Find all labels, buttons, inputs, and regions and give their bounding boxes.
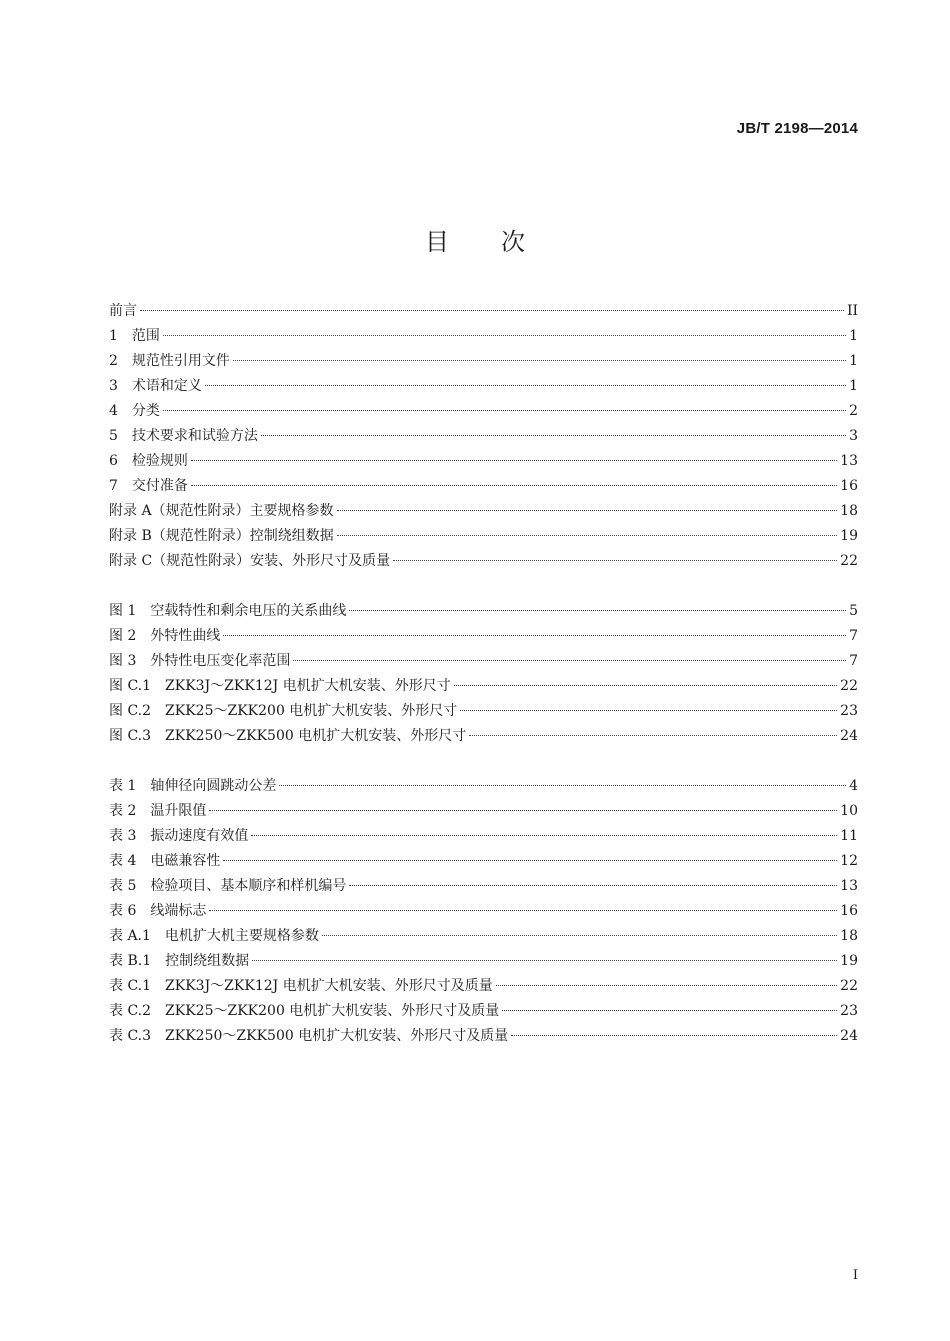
toc-entry-page: 23 — [840, 1003, 858, 1019]
toc-entry[interactable] — [109, 299, 858, 324]
toc-entry-page: 13 — [840, 453, 858, 469]
toc-entry-label: 表 4 电磁兼容性 — [109, 853, 221, 869]
toc-entry[interactable] — [109, 949, 858, 974]
dot-leader — [279, 785, 846, 786]
toc-entry-label: 前言 — [109, 303, 137, 319]
toc-entry-label: 3 术语和定义 — [109, 378, 202, 394]
dot-leader — [349, 885, 837, 886]
toc-entry-page: 19 — [840, 528, 858, 544]
toc-entry-label: 表 1 轴伸径向圆跳动公差 — [109, 778, 277, 794]
toc-entry-label: 附录 B（规范性附录）控制绕组数据 — [109, 528, 334, 544]
dot-leader — [460, 710, 837, 711]
dot-leader — [205, 385, 846, 386]
dot-leader — [233, 360, 846, 361]
dot-leader — [511, 1035, 837, 1036]
toc-entry-page: 18 — [840, 503, 858, 519]
dot-leader — [293, 660, 846, 661]
dot-leader — [393, 560, 837, 561]
toc-tables — [109, 774, 858, 1049]
standard-code: JB/T 2198—2014 — [736, 120, 858, 137]
toc-entry-label: 表 C.1 ZKK3J～ZKK12J 电机扩大机安装、外形尺寸及质量 — [109, 978, 493, 994]
toc-entry-page: 1 — [849, 328, 858, 344]
dot-leader — [496, 985, 837, 986]
toc-entry-page: 24 — [840, 728, 858, 744]
toc-entry-label: 图 C.1 ZKK3J～ZKK12J 电机扩大机安装、外形尺寸 — [109, 678, 451, 694]
toc-entry[interactable] — [109, 724, 858, 749]
dot-leader — [209, 910, 837, 911]
dot-leader — [223, 635, 846, 636]
dot-leader — [454, 685, 837, 686]
toc-entry-page: 19 — [840, 953, 858, 969]
toc-entry-label: 表 6 线端标志 — [109, 903, 207, 919]
toc-entry-page: 7 — [849, 653, 858, 669]
dot-leader — [140, 310, 844, 311]
toc-entry[interactable] — [109, 399, 858, 424]
page-number: I — [852, 1268, 858, 1283]
toc-entry-page: 4 — [849, 778, 858, 794]
dot-leader — [223, 860, 837, 861]
toc-entry[interactable] — [109, 374, 858, 399]
toc-entry[interactable] — [109, 424, 858, 449]
dot-leader — [337, 535, 837, 536]
toc-entry[interactable] — [109, 499, 858, 524]
toc-entry[interactable] — [109, 674, 858, 699]
dot-leader — [469, 735, 837, 736]
toc-entry-label: 5 技术要求和试验方法 — [109, 428, 258, 444]
toc-entry-page: 7 — [849, 628, 858, 644]
toc-entry[interactable] — [109, 899, 858, 924]
toc-entry[interactable] — [109, 774, 858, 799]
dot-leader — [251, 835, 837, 836]
toc-entry-label: 图 C.3 ZKK250～ZKK500 电机扩大机安装、外形尺寸 — [109, 728, 467, 744]
toc-entry[interactable] — [109, 624, 858, 649]
dot-leader — [502, 1010, 837, 1011]
dot-leader — [337, 510, 838, 511]
toc-entry-page: 23 — [840, 703, 858, 719]
toc-entry-page: 16 — [840, 478, 858, 494]
toc-entry-label: 附录 A（规范性附录）主要规格参数 — [109, 503, 334, 519]
toc-entry-label: 2 规范性引用文件 — [109, 353, 230, 369]
toc-entry[interactable] — [109, 1024, 858, 1049]
dot-leader — [209, 810, 837, 811]
toc-entry[interactable] — [109, 349, 858, 374]
toc-entry-label: 表 A.1 电机扩大机主要规格参数 — [109, 928, 319, 944]
dot-leader — [349, 610, 846, 611]
toc-entry-page: 1 — [849, 353, 858, 369]
toc-entry-page: 22 — [840, 678, 858, 694]
toc-entry[interactable] — [109, 524, 858, 549]
dot-leader — [252, 960, 837, 961]
toc-entry-label: 表 C.2 ZKK25～ZKK200 电机扩大机安装、外形尺寸及质量 — [109, 1003, 500, 1019]
toc-entry-page: 18 — [840, 928, 858, 944]
toc-entry[interactable] — [109, 699, 858, 724]
toc-sections — [109, 299, 858, 574]
toc-entry[interactable] — [109, 974, 858, 999]
dot-leader — [163, 410, 846, 411]
table-of-contents — [109, 299, 858, 1074]
dot-leader — [322, 935, 837, 936]
toc-entry-label: 7 交付准备 — [109, 478, 188, 494]
toc-entry-label: 6 检验规则 — [109, 453, 188, 469]
toc-entry-page: 22 — [840, 978, 858, 994]
toc-entry-page: 12 — [840, 853, 858, 869]
dot-leader — [191, 460, 837, 461]
toc-entry-label: 附录 C（规范性附录）安装、外形尺寸及质量 — [109, 553, 391, 569]
toc-entry[interactable] — [109, 924, 858, 949]
toc-entry[interactable] — [109, 599, 858, 624]
toc-entry-page: 24 — [840, 1028, 858, 1044]
toc-entry[interactable] — [109, 474, 858, 499]
toc-entry-label: 表 B.1 控制绕组数据 — [109, 953, 250, 969]
toc-figures — [109, 599, 858, 749]
toc-entry-label: 1 范围 — [109, 328, 160, 344]
toc-entry-page: 5 — [849, 603, 858, 619]
dot-leader — [261, 435, 846, 436]
toc-entry[interactable] — [109, 324, 858, 349]
toc-entry-label: 表 3 振动速度有效值 — [109, 828, 249, 844]
toc-entry-label: 图 3 外特性电压变化率范围 — [109, 653, 291, 669]
toc-entry[interactable] — [109, 824, 858, 849]
toc-entry-page: 16 — [840, 903, 858, 919]
toc-entry-label: 表 C.3 ZKK250～ZKK500 电机扩大机安装、外形尺寸及质量 — [109, 1028, 509, 1044]
toc-entry-page: 3 — [849, 428, 858, 444]
toc-entry-page: 11 — [840, 828, 858, 844]
toc-entry-label: 4 分类 — [109, 403, 160, 419]
toc-entry[interactable] — [109, 449, 858, 474]
dot-leader — [163, 335, 846, 336]
toc-entry-page: 10 — [840, 803, 858, 819]
dot-leader — [191, 485, 837, 486]
toc-entry[interactable] — [109, 649, 858, 674]
toc-entry[interactable] — [109, 874, 858, 899]
toc-entry-page: 22 — [840, 553, 858, 569]
toc-entry[interactable] — [109, 849, 858, 874]
toc-entry-page: 13 — [840, 878, 858, 894]
toc-entry-label: 图 2 外特性曲线 — [109, 628, 221, 644]
toc-entry-page: II — [846, 303, 858, 319]
toc-entry[interactable] — [109, 549, 858, 574]
toc-entry-page: 1 — [849, 378, 858, 394]
toc-entry-label: 图 1 空载特性和剩余电压的关系曲线 — [109, 603, 347, 619]
toc-entry[interactable] — [109, 799, 858, 824]
toc-entry-label: 图 C.2 ZKK25～ZKK200 电机扩大机安装、外形尺寸 — [109, 703, 458, 719]
toc-entry[interactable] — [109, 999, 858, 1024]
toc-entry-page: 2 — [849, 403, 858, 419]
page-title: 目次 — [425, 228, 577, 256]
toc-entry-label: 表 2 温升限值 — [109, 803, 207, 819]
toc-entry-label: 表 5 检验项目、基本顺序和样机编号 — [109, 878, 347, 894]
